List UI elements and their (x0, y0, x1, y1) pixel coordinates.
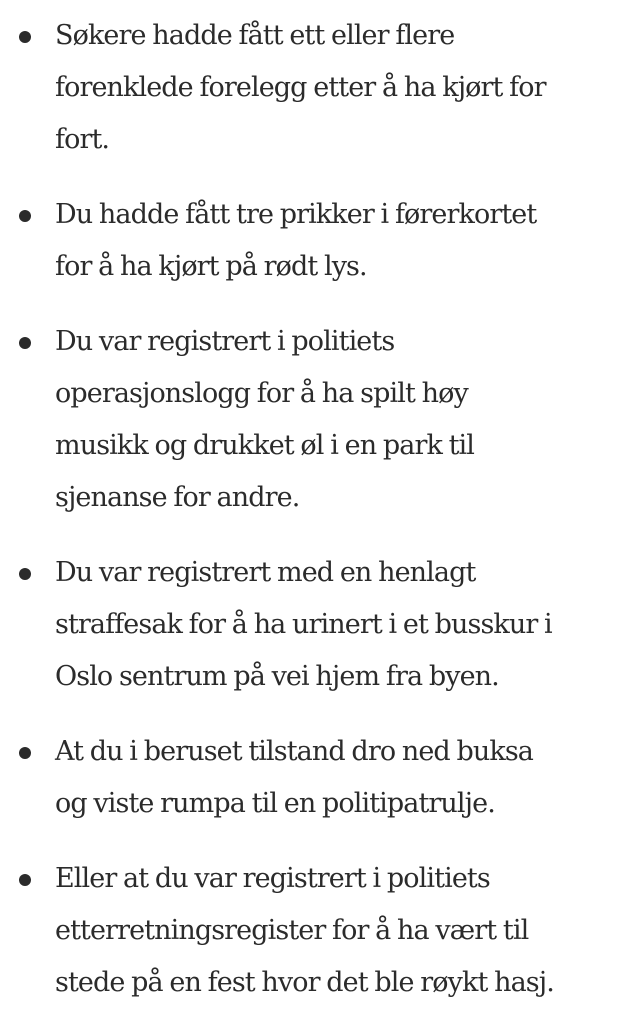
list-item-text: operasjonslogg for å ha spilt høy (55, 378, 468, 409)
list-item-text: Du var registrert med en henlagt (55, 557, 476, 588)
list-item (0, 726, 631, 830)
list-item (0, 10, 631, 166)
list-item-text: forenklede forelegg etter å ha kjørt for (55, 72, 546, 103)
list-item-text: Du hadde fått tre prikker i førerkortet (55, 199, 537, 230)
list-item-text: fort. (55, 124, 110, 155)
bullet-icon (19, 31, 31, 43)
list-item (0, 316, 631, 524)
list-item-text: Eller at du var registrert i politiets (55, 863, 490, 894)
list-item-text: Oslo sentrum på vei hjem fra byen. (55, 661, 499, 692)
list-item (0, 189, 631, 293)
bullet-icon (19, 568, 31, 580)
list-item-text: At du i beruset tilstand dro ned buksa (55, 736, 533, 767)
list-item-text: straffesak for å ha urinert i et busskur i (55, 609, 552, 640)
list-item-text: etterretningsregister for å ha vært til (55, 915, 529, 946)
list-item-text: sjenanse for andre. (55, 482, 300, 513)
list-item-text: musikk og drukket øl i en park til (55, 430, 475, 461)
list-item-text: stede på en fest hvor det ble røykt hasj. (55, 967, 554, 998)
bullet-icon (19, 210, 31, 222)
list-item-text: for å ha kjørt på rødt lys. (55, 251, 367, 282)
bullet-icon (19, 747, 31, 759)
list-item-text: Du var registrert i politiets (55, 326, 395, 357)
list-item-text: og viste rumpa til en politipatrulje. (55, 788, 495, 819)
list-item-text: Søkere hadde fått ett eller flere (55, 20, 455, 51)
bullet-icon (19, 874, 31, 886)
bullet-icon (19, 337, 31, 349)
list-item (0, 853, 631, 1009)
list-item (0, 547, 631, 703)
